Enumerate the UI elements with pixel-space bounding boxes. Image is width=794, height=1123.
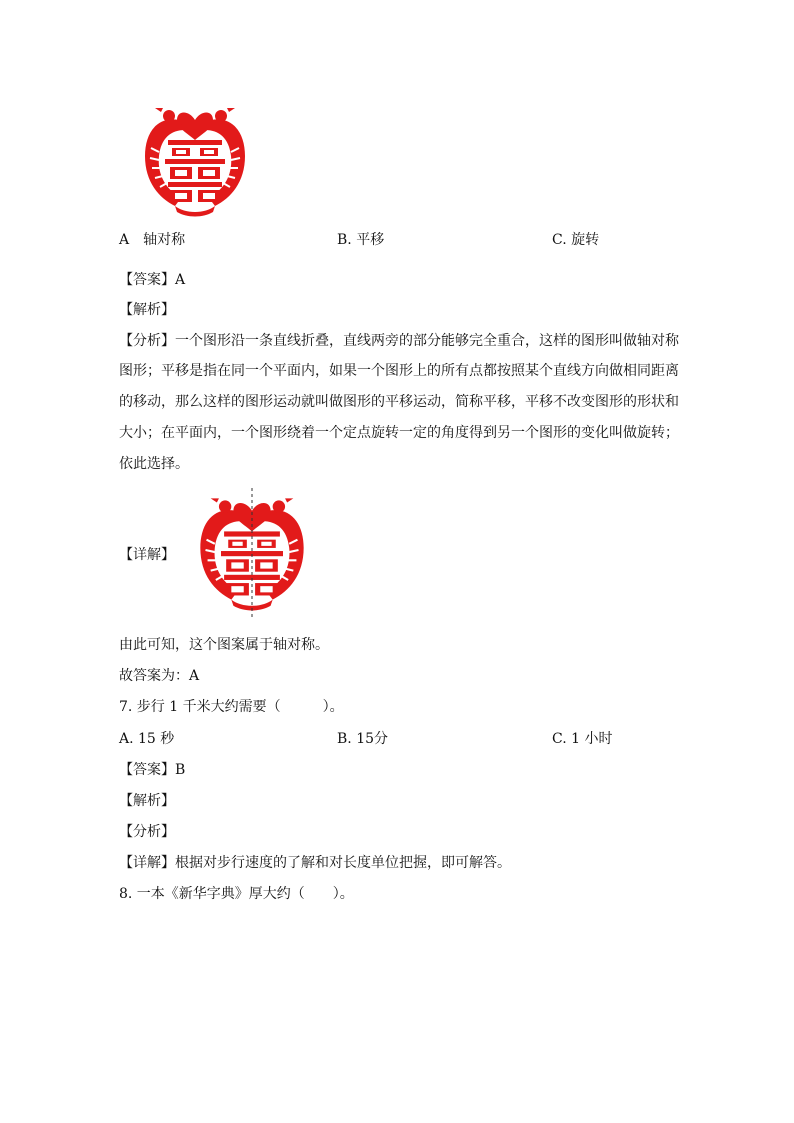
q7-jiexi-label: 【解析】 (119, 793, 175, 809)
conclusion-text: 由此可知，这个图案属于轴对称。 (119, 637, 329, 653)
option-c: C. 旋转 (552, 232, 600, 248)
q7-analysis-label: 【分析】 (119, 824, 175, 840)
q7-option-a: A. 15 秒 (119, 731, 175, 747)
double-happiness-papercut-image (131, 98, 259, 218)
q7-option-c: C. 1 小时 (552, 731, 613, 747)
analysis-line-3: 的移动，那么这样的图形运动就叫做图形的平移运动，简称平移，平移不改变图形的形状和 (119, 394, 679, 410)
detail-label: 【详解】 (119, 547, 175, 563)
q8-stem: 8. 一本《新华字典》厚大约（ ）。 (119, 886, 354, 902)
q7-option-b: B. 15分 (337, 731, 389, 747)
analysis-line-5: 依此选择。 (119, 456, 189, 472)
double-happiness-with-axis-image (186, 488, 318, 620)
final-answer-text: 故答案为：A (119, 668, 200, 684)
answer-label: 【答案】A (119, 272, 186, 288)
q7-answer-label: 【答案】B (119, 762, 186, 778)
jiexi-label: 【解析】 (119, 302, 175, 318)
option-b: B. 平移 (337, 232, 385, 248)
option-a: A 轴对称 (119, 232, 186, 248)
analysis-line-4: 大小；在平面内，一个图形绕着一个定点旋转一定的角度得到另一个图形的变化叫做旋转； (119, 425, 679, 441)
analysis-line-2: 图形；平移是指在同一个平面内，如果一个图形上的所有点都按照某个直线方向做相同距离 (119, 363, 679, 379)
q7-detail-text: 【详解】根据对步行速度的了解和对长度单位把握，即可解答。 (119, 855, 511, 871)
q7-stem: 7. 步行 1 千米大约需要（ ）。 (119, 699, 344, 715)
analysis-line-1: 【分析】一个图形沿一条直线折叠，直线两旁的部分能够完全重合，这样的图形叫做轴对称 (119, 333, 679, 349)
